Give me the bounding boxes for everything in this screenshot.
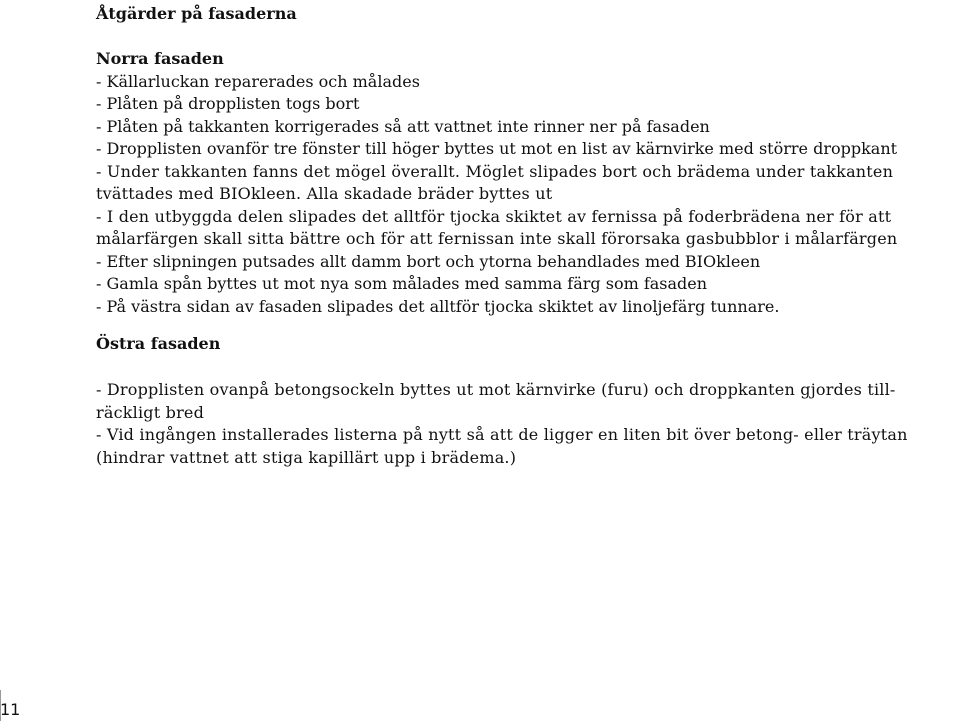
list-item: - Källarluckan reparerades och målades [96, 71, 420, 91]
section-heading-norra: Norra fasaden [96, 49, 224, 68]
list-item: - Gamla spån byttes ut mot nya som målades med samma färg som fasaden [96, 274, 708, 293]
list-item: - Dropplisten ovanpå betongsockeln byttes ut mot kärnvirke (furu) och droppkanten gjordes till-räckligt bred [96, 380, 896, 422]
page-title: Åtgärder på fasaderna [96, 4, 297, 23]
list-item: - Efter slipningen putsades allt damm bort och ytorna behandlades med BIOkleen [96, 251, 761, 271]
section-norra-fasaden [96, 48, 956, 318]
list-item: - Plåten på takkanten korrigerades så att vattnet inte rinner ner på fasaden [96, 116, 710, 136]
section-heading-ostra: Östra fasaden [96, 334, 221, 353]
list-item: - I den utbyggda delen slipades det alltför tjocka skiktet av fernissa på foderbrädena ner för att målarfärgen skall sitta bättre och för att fernissan inte skall förorsaka gasbubblor i målarfärgen [96, 206, 898, 248]
section-ostra-fasaden [96, 379, 956, 469]
list-item: - På västra sidan av fasaden slipades det alltför tjocka skiktet av linoljefärg tunnare. [96, 296, 780, 316]
list-item: - Plåten på dropplisten togs bort [96, 94, 360, 113]
list-item: - Vid ingången installerades listerna på nytt så att de ligger en liten bit över betong- eller träytan (hindrar vattnet att stiga kapillärt upp i brädema.) [96, 425, 908, 467]
list-item: - Under takkanten fanns det mögel överallt. Möglet slipades bort och brädema under takkanten tvättades med BIOkleen. Alla skadade bräder byttes ut [96, 161, 894, 203]
page-number: 11 [0, 700, 21, 719]
list-item: - Dropplisten ovanför tre fönster till höger byttes ut mot en list av kärnvirke med större droppkant [96, 139, 898, 158]
